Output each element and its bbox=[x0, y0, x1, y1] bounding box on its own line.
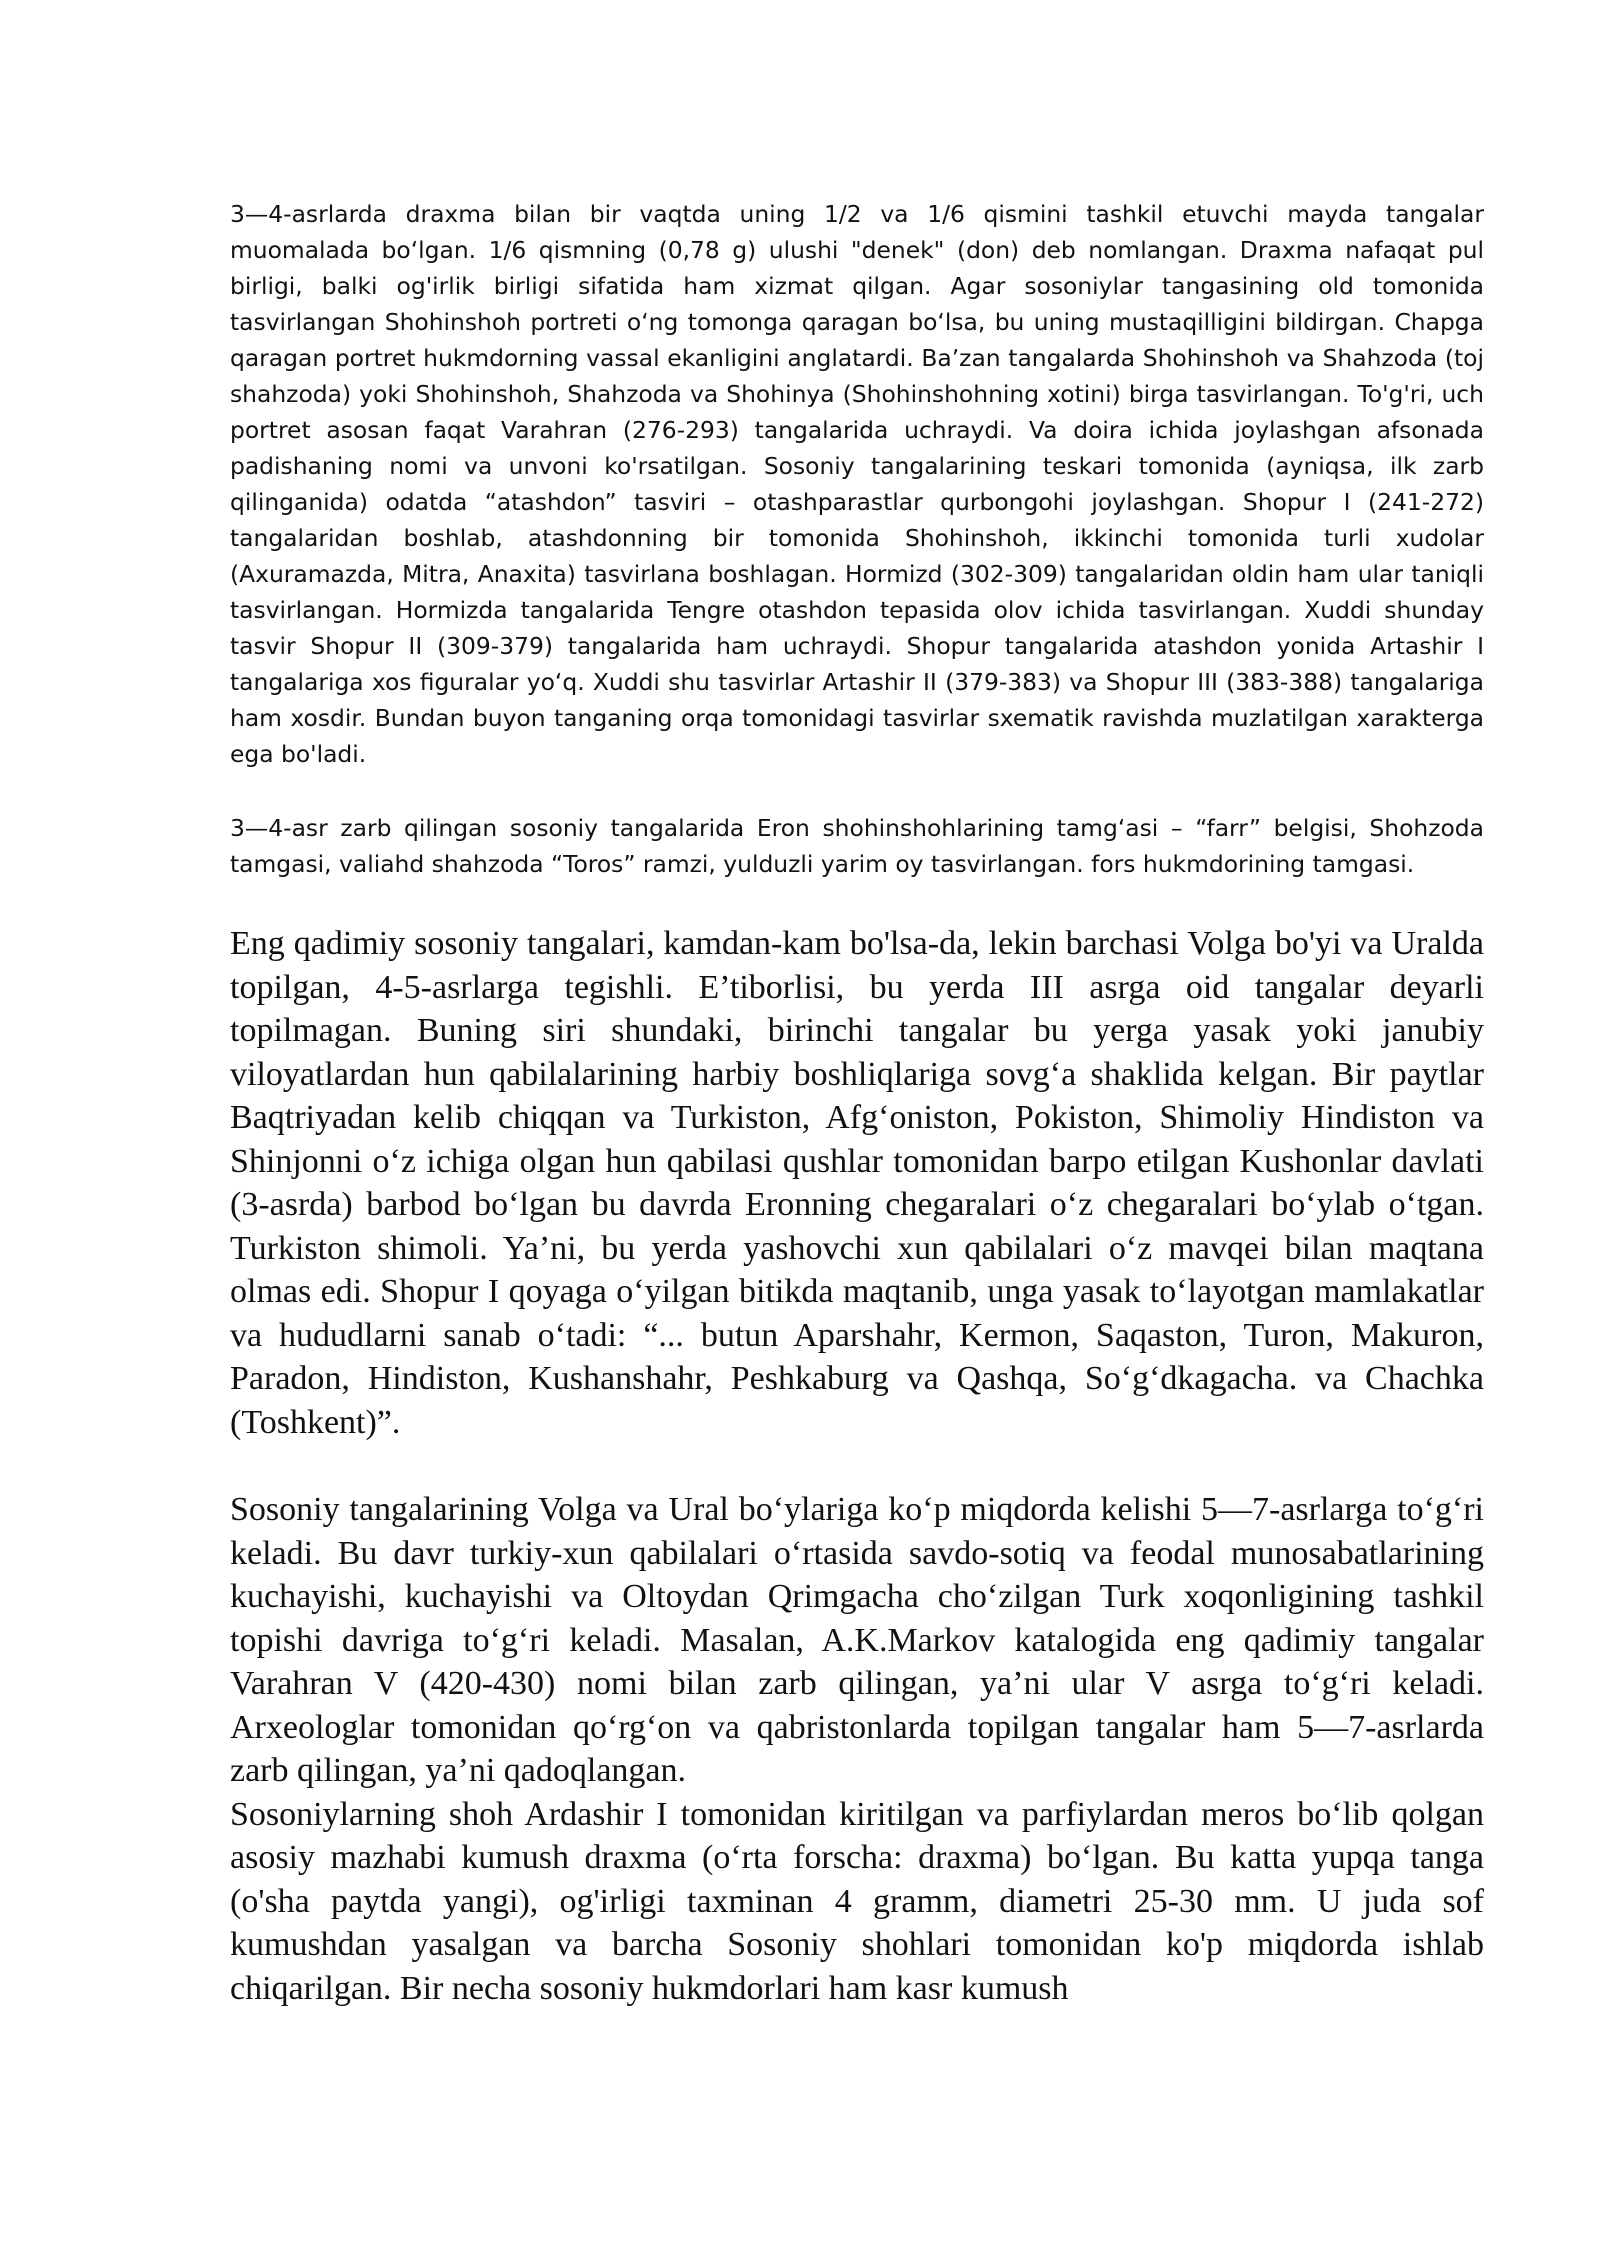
paragraph-drachma-fractions: 3—4-asrlarda draxma bilan bir vaqtda uning 1/2 va 1/6 qismini tashkil etuvchi mayda tangalar muomalada boʻlgan. 1/6 qismning (0,78 g) ulushi "denek" (don) deb nomlangan. Draxma nafaqat pul birligi, balki og'irlik birligi sifatida ham xizmat qilgan. Agar sosoniylar tangasining old tomonida tasvirlangan Shohinshoh portreti oʻng tomonga qaragan boʻlsa, bu uning mustaqilligini bildirgan. Chapga qaragan portret hukmdorning vassal ekanligini anglatardi. Baʼzan tangalarda Shohinshoh va Shahzoda (toj shahzoda) yoki Shohinshoh, Shahzoda va Shohinya (Shohinshohning xotini) birga tasvirlangan. To'g'ri, uch portret asosan faqat Varahran (276-293) tangalarida uchraydi. Va doira ichida joylashgan afsonada padishaning nomi va unvoni ko'rsatilgan. Sosoniy tangalarining teskari tomonida (ayniqsa, ilk zarb qilinganida) odatda “atashdon” tasviri – otashparastlar qurbongohi joylashgan. Shopur I (241-272) tangalaridan boshlab, atashdonning bir tomonida Shohinshoh, ikkinchi tomonida turli xudolar (Axuramazda, Mitra, Anaxita) tasvirlana boshlagan. Hormizd (302-309) tangalaridan oldin ham ular taniqli tasvirlangan. Hormizda tangalarida Tengre otashdon tepasida olov ichida tasvirlangan. Xuddi shunday tasvir Shopur II (309-379) tangalarida ham uchraydi. Shopur tangalarida atashdon yonida Artashir I tangalariga xos figuralar yoʻq. Xuddi shu tasvirlar Artashir II (379-383) va Shopur III (383-388) tangalariga ham xosdir. Bundan buyon tanganing orqa tomonidagi tasvirlar sxematik ravishda muzlatilgan xarakterga ega bo'ladi. bbox=[230, 200, 1484, 768]
paragraph-tamga-symbols: 3—4-asr zarb qilingan sosoniy tangalarida Eron shohinshohlarining tamgʻasi – “farr” belgisi, Shohzoda tamgasi, valiahd shahzoda “Toros” ramzi, yulduzli yarim oy tasvirlangan. fors hukmdorining tamgasi. bbox=[230, 814, 1484, 878]
paragraph-oldest-coins: Eng qadimiy sosoniy tangalari, kamdan-kam bo'lsa-da, lekin barchasi Volga bo'yi va Uralda topilgan, 4-5-asrlarga tegishli. E’tiborlisi, bu yerda III asrga oid tangalar deyarli topilmagan. Buning siri shundaki, birinchi tangalar bu yerga yasak yoki janubiy viloyatlardan hun qabilalarining harbiy boshliqlariga sovgʻa shaklida kelgan. Bir paytlar Baqtriyadan kelib chiqqan va Turkiston, Afgʻoniston, Pokiston, Shimoliy Hindiston va Shinjonni oʻz ichiga olgan hun qabilasi qushlar tomonidan barpo etilgan Kushonlar davlati (3-asrda) barbod boʻlgan bu davrda Eronning chegaralari oʻz chegaralari boʻylab oʻtgan. Turkiston shimoli. Ya’ni, bu yerda yashovchi xun qabilalari oʻz mavqei bilan maqtana olmas edi. Shopur I qoyaga oʻyilgan bitikda maqtanib, unga yasak toʻlayotgan mamlakatlar va hududlarni sanab oʻtadi: “... butun Aparshahr, Kermon, Saqaston, Turon, Makuron, Paradon, Hindiston, Kushanshahr, Peshkaburg va Qashqa, Soʻgʻdkagacha. va Chachka (Toshkent)”. bbox=[230, 925, 1484, 1441]
paragraph-volga-ural-coins: Sosoniy tangalarining Volga va Ural boʻylariga koʻp miqdorda kelishi 5—7-asrlarga toʻgʻri keladi. Bu davr turkiy-xun qabilalari oʻrtasida savdo-sotiq va feodal munosabatlarining kuchayishi, kuchayishi va Oltoydan Qrimgacha choʻzilgan Turk xoqonligining tashkil topishi davriga toʻgʻri keladi. Masalan, A.K.Markov katalogida eng qadimiy tangalar Varahran V (420-430) nomi bilan zarb qilingan, ya’ni ular V asrga toʻgʻri keladi. Arxeologlar tomonidan qoʻrgʻon va qabristonlarda topilgan tangalar ham 5—7-asrlarda zarb qilingan, ya’ni qadoqlangan. bbox=[230, 1491, 1484, 1789]
paragraph-silver-drachma: Sosoniylarning shoh Ardashir I tomonidan kiritilgan va parfiylardan meros boʻlib qolgan asosiy mazhabi kumush draxma (oʻrta forscha: draxma) boʻlgan. Bu katta yupqa tanga (o'sha paytda yangi), og'irligi taxminan 4 gramm, diametri 25-30 mm. U juda sof kumushdan yasalgan va barcha Sosoniy shohlari tomonidan ko'p miqdorda ishlab chiqarilgan. Bir necha sosoniy hukmdorlari ham kasr kumush bbox=[230, 1795, 1484, 2007]
document-page bbox=[230, 196, 1484, 2010]
